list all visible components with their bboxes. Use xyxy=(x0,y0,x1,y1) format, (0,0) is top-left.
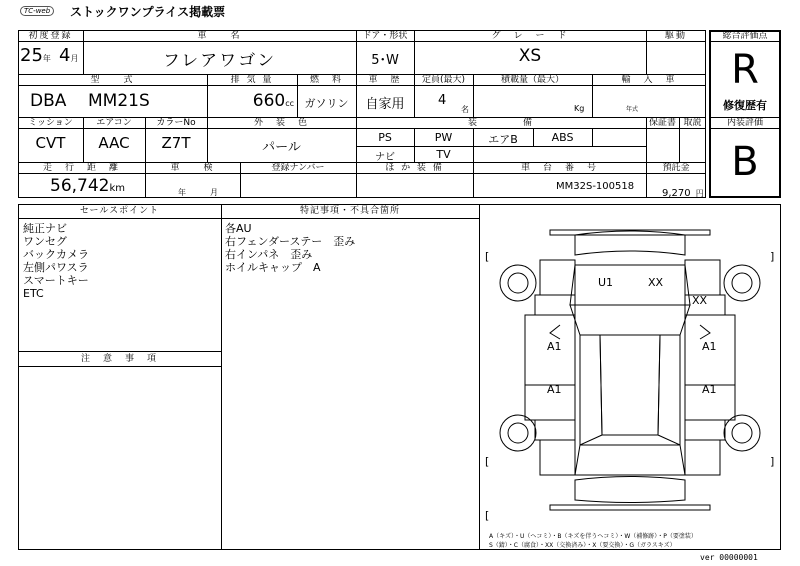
cautions-label: 注 意 事 項 xyxy=(80,354,158,364)
exterior-color-value: パール xyxy=(262,140,301,155)
reg-year: 25 xyxy=(20,45,43,66)
inspection-label: 車 検 xyxy=(170,163,215,173)
cc-unit: cc xyxy=(285,99,294,108)
door-shape-label: ドア・形状 xyxy=(362,31,408,41)
mileage-value xyxy=(50,176,125,196)
list-item: ワンセグ xyxy=(23,235,67,248)
color-no-label: カラーNo xyxy=(156,118,196,128)
year-unit: 年 xyxy=(42,54,51,63)
inspection-year-unit: 年 xyxy=(178,188,186,197)
overall-grade-label: 総合評価点 xyxy=(722,31,768,41)
chassis-value: MM32S-100518 xyxy=(556,181,635,192)
model-year-unit: 年式 xyxy=(626,106,639,113)
bracket: [ xyxy=(485,455,490,468)
mark-left-rear-door: A1 xyxy=(547,383,562,396)
list-item: 左側パワスラ xyxy=(23,261,89,274)
equip-pw: PW xyxy=(434,131,453,144)
legend-line-1: A（キズ）・U（ヘコミ）・B（キズを伴うヘコミ）・W（補修跡）・P（要塗装） xyxy=(489,533,697,540)
capacity-label: 定員(最大) xyxy=(421,75,466,85)
aircon-label: エアコン xyxy=(96,118,132,128)
list-item: ホイルキャップ A xyxy=(225,261,321,274)
person-unit: 名 xyxy=(461,105,469,114)
form-title: ストックワンプライス掲載票 xyxy=(70,5,226,19)
fuel-value: ガソリン xyxy=(304,97,349,110)
equip-ps: PS xyxy=(378,131,392,144)
legend-line-2: S（錆）・C（腐食）・XX（交換済み）・X（要交換）・G（ガラスキズ） xyxy=(489,542,676,549)
yen-unit: 円 xyxy=(695,189,704,198)
bracket: ] xyxy=(770,250,775,263)
mission-label: ミッション xyxy=(28,118,73,128)
list-item: バックカメラ xyxy=(23,248,89,261)
other-equip-label: ほ か 装 備 xyxy=(385,163,444,173)
displacement-value xyxy=(210,91,294,111)
interior-grade-value: B xyxy=(731,139,759,185)
mission-value: CVT xyxy=(35,134,66,152)
notes-list xyxy=(225,222,355,274)
mark-front-right-fender: XX xyxy=(648,276,664,289)
list-item: 各AU xyxy=(225,222,252,235)
overall-grade-note: 修復歴有 xyxy=(723,99,767,112)
list-item: 純正ナビ xyxy=(23,222,67,235)
deposit-number: 9,270 xyxy=(662,188,691,199)
list-item: ETC xyxy=(23,287,44,300)
notes-title-label: 特記事項・不具合箇所 xyxy=(299,206,400,216)
load-label: 積載量（最大） xyxy=(500,75,564,85)
history-label: 車 歴 xyxy=(368,75,402,85)
km-unit: km xyxy=(109,183,126,194)
overall-grade-value: R xyxy=(731,47,759,93)
model-label: 型 式 xyxy=(90,75,135,85)
sales-points-list xyxy=(23,222,89,300)
equip-abs: ABS xyxy=(551,131,574,144)
model-prefix: DBA xyxy=(30,91,67,111)
month-unit: 月 xyxy=(70,54,79,63)
version-label: ver 00000001 xyxy=(700,553,758,562)
model-value: MM21S xyxy=(88,91,150,111)
first-reg-value xyxy=(20,45,82,66)
list-item: 右インパネ 歪み xyxy=(225,248,313,261)
sales-points-label: セールスポイント xyxy=(79,206,160,216)
logo: TC-web xyxy=(20,6,54,16)
color-no-value: Z7T xyxy=(161,134,191,152)
mark-front-right-wheel: XX xyxy=(692,294,708,307)
fuel-label: 燃 料 xyxy=(309,75,343,85)
grade-label: グ レ ー ド xyxy=(491,31,569,41)
equip-airbag: エアB xyxy=(488,133,518,146)
car-damage-diagram xyxy=(480,205,780,530)
aircon-value: AAC xyxy=(98,134,130,152)
history-value: 自家用 xyxy=(365,97,405,112)
bracket: [ xyxy=(485,250,490,263)
deposit-value xyxy=(662,181,704,200)
mileage-label: 走 行 距 離 xyxy=(42,163,120,173)
capacity-value: 4 xyxy=(438,93,447,108)
equipment-label: 装 備 xyxy=(467,118,534,128)
interior-grade-label: 内装評価 xyxy=(726,118,763,128)
mileage-number: 56,742 xyxy=(50,176,110,196)
displacement-label: 排 気 量 xyxy=(230,75,274,85)
mark-right-rear-door: A1 xyxy=(702,383,717,396)
manual-label: 取説 xyxy=(683,118,702,128)
car-name-value: フレアワゴン xyxy=(162,51,277,71)
warranty-label: 保証書 xyxy=(648,118,676,128)
deposit-label: 預託金 xyxy=(662,163,690,173)
bracket: [ xyxy=(485,509,490,522)
list-item: スマートキー xyxy=(23,274,89,287)
kg-unit: Kg xyxy=(574,104,585,113)
list-item: 右フェンダーステー 歪み xyxy=(225,235,356,248)
equip-navi: ナビ xyxy=(375,152,395,163)
equip-tv: TV xyxy=(436,148,451,161)
first-reg-label: 初度登録 xyxy=(28,31,73,41)
mark-front-left-fender: U1 xyxy=(598,276,614,289)
inspection-month-unit: 月 xyxy=(210,188,218,197)
import-label: 輸 入 車 xyxy=(621,75,677,85)
plate-label: 登録ナンバー xyxy=(271,163,325,173)
mark-left-front-door: A1 xyxy=(547,340,562,353)
bracket: ] xyxy=(770,455,775,468)
door-shape-value: 5･W xyxy=(371,53,399,68)
reg-month: 4 xyxy=(59,45,71,66)
grade-value: XS xyxy=(518,46,542,66)
exterior-color-label: 外 装 色 xyxy=(253,118,309,128)
drive-label: 駆動 xyxy=(664,31,687,41)
chassis-label: 車 台 番 号 xyxy=(520,163,598,173)
car-name-label: 車 名 xyxy=(197,31,242,41)
displacement-number: 660 xyxy=(252,91,286,111)
mark-right-front-door: A1 xyxy=(702,340,717,353)
